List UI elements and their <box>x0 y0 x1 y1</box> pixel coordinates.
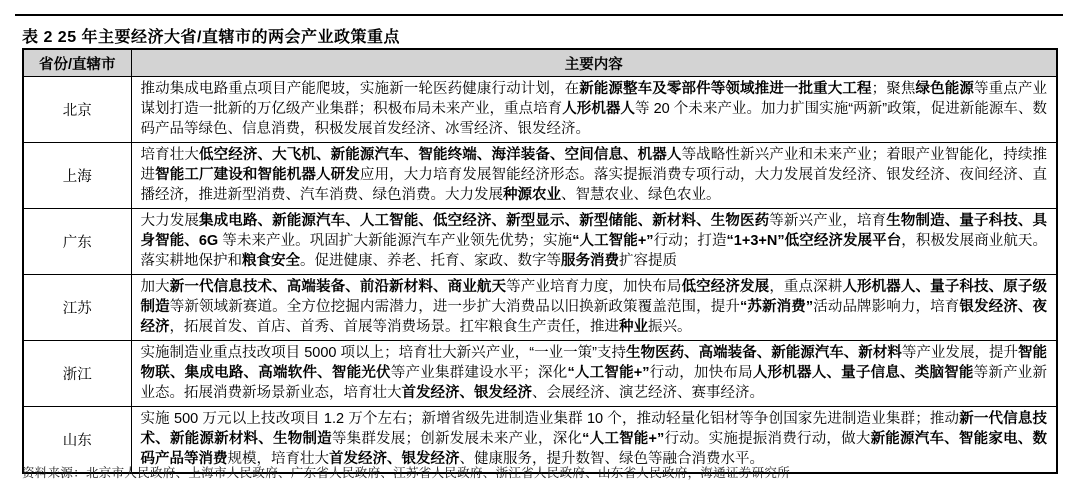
table-row-shanghai <box>23 143 1057 209</box>
policy-table <box>22 48 1058 474</box>
policy-content: 推动集成电路重点项目产能爬坡，实施新一轮医药健康行动计划，在新能源整车及零部件等领域推进一批重大工程；聚焦绿色能源等重点产业谋划打造一批新的万亿级产业集群；积极布局未来产业，重点培育人形机器人等 20 个未来产业。加力扩围实施“两新”政策，促进新能源车、数码产品等绿色、信息消费，积极发展首发经济、冰雪经济、银发经济。 <box>131 77 1057 143</box>
top-divider <box>15 14 1063 16</box>
policy-content: 加大新一代信息技术、高端装备、前沿新材料、商业航天等产业培育力度，加快布局低空经济发展，重点深耕人形机器人、量子科技、原子级制造等新领域新赛道。全方位挖掘内需潜力，进一步扩大消费品以旧换新政策覆盖范围，提升“苏新消费”活动品牌影响力，培育银发经济、夜经济，拓展首发、首店、首秀、首展等消费场景。扛牢粮食生产责任，推进种业振兴。 <box>131 275 1057 341</box>
province-label: 上海 <box>23 143 131 209</box>
policy-content: 实施 500 万元以上技改项目 1.2 万个左右；新增省级先进制造业集群 10 个，推动轻量化铝材等争创国家先进制造业集群；推动新一代信息技术、新能源新材料、生物制造等集群发展；创新发展未来产业，深化“人工智能+”行动。实施提振消费行动，做大新能源汽车、智能家电、数码产品等消费规模，培育壮大首发经济、银发经济、健康服务，提升数智、绿色等融合消费水平。 <box>131 407 1057 474</box>
policy-content: 培育壮大低空经济、大飞机、新能源汽车、智能终端、海洋装备、空间信息、机器人等战略性新兴产业和未来产业；着眼产业智能化，持续推进智能工厂建设和智能机器人研发应用，大力培育发展智能经济形态。落实提振消费专项行动，大力发展首发经济、银发经济、夜间经济、直播经济，推进新型消费、汽车消费、绿色消费。大力发展种源农业、智慧农业、绿色农业。 <box>131 143 1057 209</box>
province-label: 江苏 <box>23 275 131 341</box>
policy-content: 大力发展集成电路、新能源汽车、人工智能、低空经济、新型显示、新型储能、新材料、生物医药等新兴产业，培育生物制造、量子科技、具身智能、6G 等未来产业。巩固扩大新能源汽车产业领先优势；实施“人工智能+”行动；打造“1+3+N”低空经济发展平台，积极发展商业航天。落实耕地保护和粮食安全。促进健康、养老、托育、家政、数字等服务消费扩容提质 <box>131 209 1057 275</box>
table-header-row <box>23 49 1057 77</box>
source-note: 资料来源：北京市人民政府、上海市人民政府、广东省人民政府、江苏省人民政府、浙江省人民政府、山东省人民政府，海通证券研究所 <box>22 466 791 480</box>
table-row-jiangsu <box>23 275 1057 341</box>
header-province: 省份/直辖市 <box>23 49 131 77</box>
province-label: 北京 <box>23 77 131 143</box>
table-row-guangdong <box>23 209 1057 275</box>
province-label: 广东 <box>23 209 131 275</box>
province-label: 浙江 <box>23 341 131 407</box>
policy-content: 实施制造业重点技改项目 5000 项以上；培育壮大新兴产业，“一业一策”支持生物医药、高端装备、新能源汽车、新材料等产业发展，提升智能物联、集成电路、高端软件、智能光伏等产业集群建设水平；深化“人工智能+”行动，加快布局人形机器人、量子信息、类脑智能等新产业新业态。拓展消费新场景新业态，培育壮大首发经济、银发经济、会展经济、演艺经济、赛事经济。 <box>131 341 1057 407</box>
header-content: 主要内容 <box>131 49 1057 77</box>
table-row-beijing <box>23 77 1057 143</box>
table-row-zhejiang <box>23 341 1057 407</box>
table-title: 表 2 25 年主要经济大省/直辖市的两会产业政策重点 <box>22 29 400 46</box>
province-label: 山东 <box>23 407 131 474</box>
